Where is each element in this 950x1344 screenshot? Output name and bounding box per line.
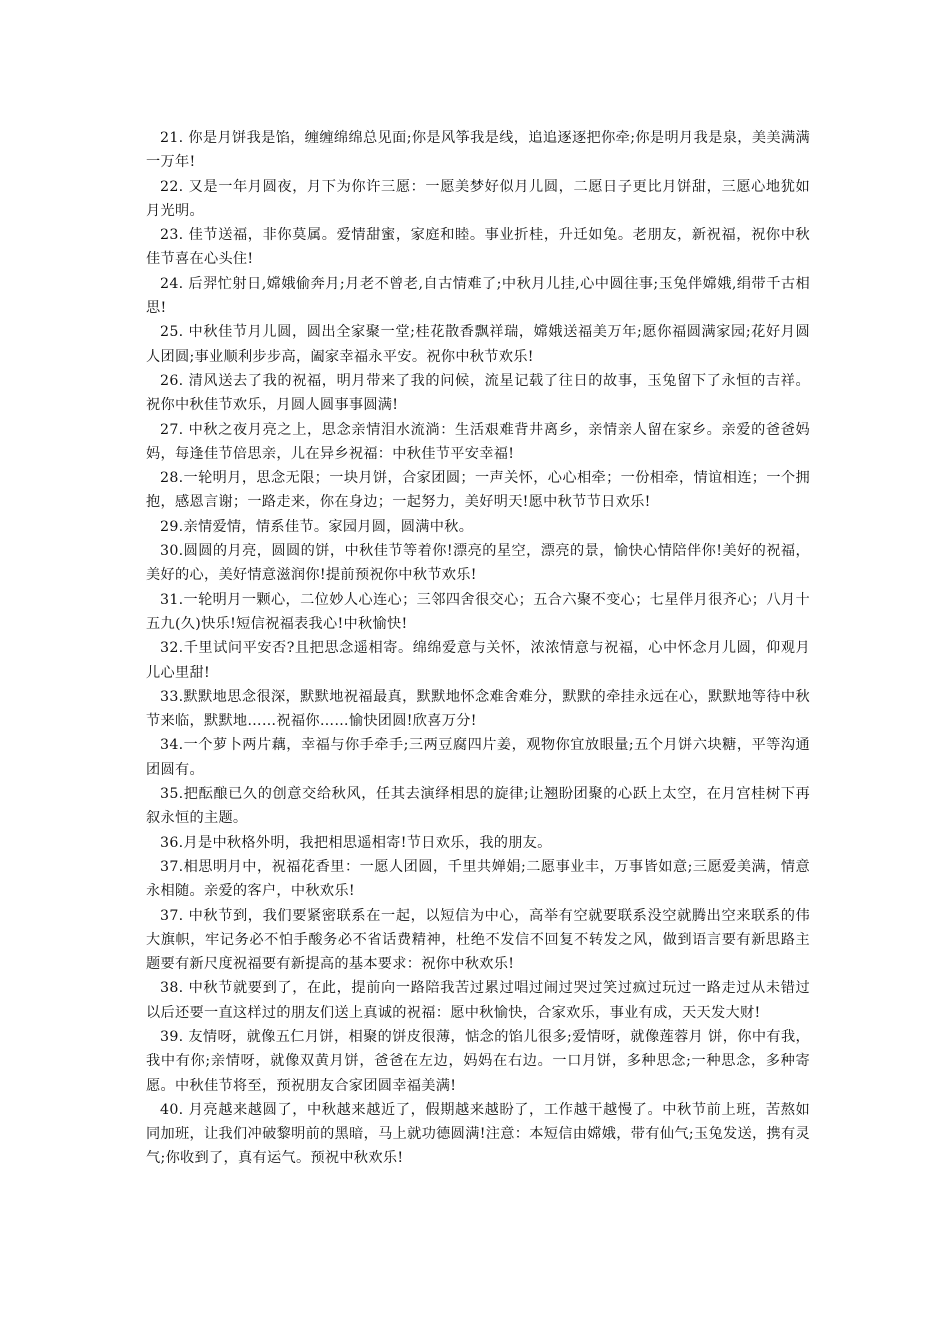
paragraph-27: 27. 中秋之夜月亮之上，思念亲情泪水流淌：生活艰难背井离乡，亲情亲人留在家乡。亲爱的爸爸妈妈，每逢佳节倍思亲，儿在异乡祝福：中秋佳节平安幸福!	[146, 421, 810, 462]
paragraph-37a: 37.相思明月中，祝福花香里：一愿人团圆，千里共婵娟;二愿事业丰，万事皆如意;三愿爱美满，情意永相随。亲爱的客户，中秋欢乐!	[146, 858, 810, 900]
paragraph-25: 25. 中秋佳节月儿圆，圆出全家聚一堂;桂花散香飘祥瑞，嫦娥送福美万年;愿你福圆满家园;花好月圆人团圆;事业顺利步步高，阖家幸福永平安。祝你中秋节欢乐!	[146, 324, 810, 365]
paragraph-34: 34.一个萝卜两片藕，幸福与你手牵手;三两豆腐四片姜，观物你宜放眼量;五个月饼六块糖，平等沟通团圆有。	[146, 737, 810, 778]
paragraph-35: 35.把酝酿已久的创意交给秋风，任其去演绎相思的旋律;让翘盼团聚的心跃上太空，在月宫桂树下再叙永恒的主题。	[146, 786, 810, 827]
paragraph-24: 24. 后羿忙射日,嫦娥偷奔月;月老不曾老,自古情难了;中秋月儿挂,心中圆往事;玉兔伴嫦娥,绢带千古相思!	[146, 275, 810, 317]
paragraph-29: 29.亲情爱情，情系佳节。家园月圆，圆满中秋。	[160, 518, 474, 535]
paragraph-38: 38. 中秋节就要到了，在此，提前向一路陪我苦过累过唱过闹过哭过笑过疯过玩过一路走过从未错过以后还要一直这样过的朋友们送上真诚的祝福：愿中秋愉快，合家欢乐，事业有成，天天发大财!	[146, 980, 810, 1021]
paragraph-23: 23. 佳节送福，非你莫属。爱情甜蜜，家庭和睦。事业折桂，升迁如兔。老朋友，新祝福，祝你中秋佳节喜在心头住!	[146, 227, 810, 268]
paragraph-22: 22. 又是一年月圆夜，月下为你许三愿：一愿美梦好似月儿圆，二愿日子更比月饼甜，三愿心地犹如月光明。	[146, 178, 810, 219]
paragraph-28: 28.一轮明月，思念无限；一块月饼，合家团圆；一声关怀，心心相牵；一份相牵，情谊相连；一个拥抱，感恩言谢；一路走来，你在身边；一起努力，美好明天!愿中秋节节日欢乐!	[146, 470, 810, 511]
paragraph-40: 40. 月亮越来越圆了，中秋越来越近了，假期越来越盼了，工作越干越慢了。中秋节前上班，苦熬如同加班，让我们冲破黎明前的黑暗，马上就功德圆满!注意：本短信由嫦娥，带有仙气;玉兔发送，携有灵气;你收到了，真有运气。预祝中秋欢乐!	[146, 1101, 810, 1167]
paragraph-26: 26. 清风送去了我的祝福，明月带来了我的问候，流星记载了往日的故事，玉兔留下了永恒的吉祥。祝你中秋佳节欢乐，月圆人圆事事圆满!	[146, 372, 810, 414]
paragraph-31: 31.一轮明月一颗心，二位妙人心连心；三邻四舍很交心；五合六聚不变心；七星伴月很齐心；八月十五九(久)快乐!短信祝福表我心!中秋愉快!	[146, 591, 810, 632]
document-page	[146, 126, 810, 1171]
paragraph-32: 32.千里试问平安否?且把思念遥相寄。绵绵爱意与关怀，浓浓情意与祝福，心中怀念月儿圆，仰观月儿心里甜!	[146, 640, 810, 681]
paragraph-30: 30.圆圆的月亮，圆圆的饼，中秋佳节等着你!漂亮的星空，漂亮的景，愉快心情陪伴你!美好的祝福，美好的心，美好情意滋润你!提前预祝你中秋节欢乐!	[146, 543, 810, 584]
paragraph-37b: 37. 中秋节到，我们要紧密联系在一起，以短信为中心，高举有空就要联系没空就腾出空来联系的伟大旗帜，牢记务必不怕手酸务必不省话费精神，杜绝不发信不回复不转发之风，做到语言要有新思路主题要有新尺度祝福要有新提高的基本要求：祝你中秋欢乐!	[146, 907, 810, 973]
paragraph-39: 39. 友情呀，就像五仁月饼，相聚的饼皮很薄，惦念的馅儿很多;爱情呀，就像莲蓉月 饼，你中有我，我中有你;亲情呀，就像双黄月饼，爸爸在左边，妈妈在右边。一口月饼，多种思念;一种思念，多种寄愿。中秋佳节将至，预祝朋友合家团圆幸福美满!	[146, 1028, 810, 1094]
paragraph-36: 36.月是中秋格外明，我把相思遥相寄!节日欢乐，我的朋友。	[160, 834, 552, 851]
paragraph-33: 33.默默地思念很深，默默地祝福最真，默默地怀念难舍难分，默默的牵挂永远在心，默默地等待中秋节来临，默默地……祝福你……愉快团圆!欣喜万分!	[146, 688, 810, 730]
paragraph-21: 21. 你是月饼我是馅，缠缠绵绵总见面;你是风筝我是线，追追逐逐把你牵;你是明月我是泉，美美满满一万年!	[146, 130, 810, 171]
